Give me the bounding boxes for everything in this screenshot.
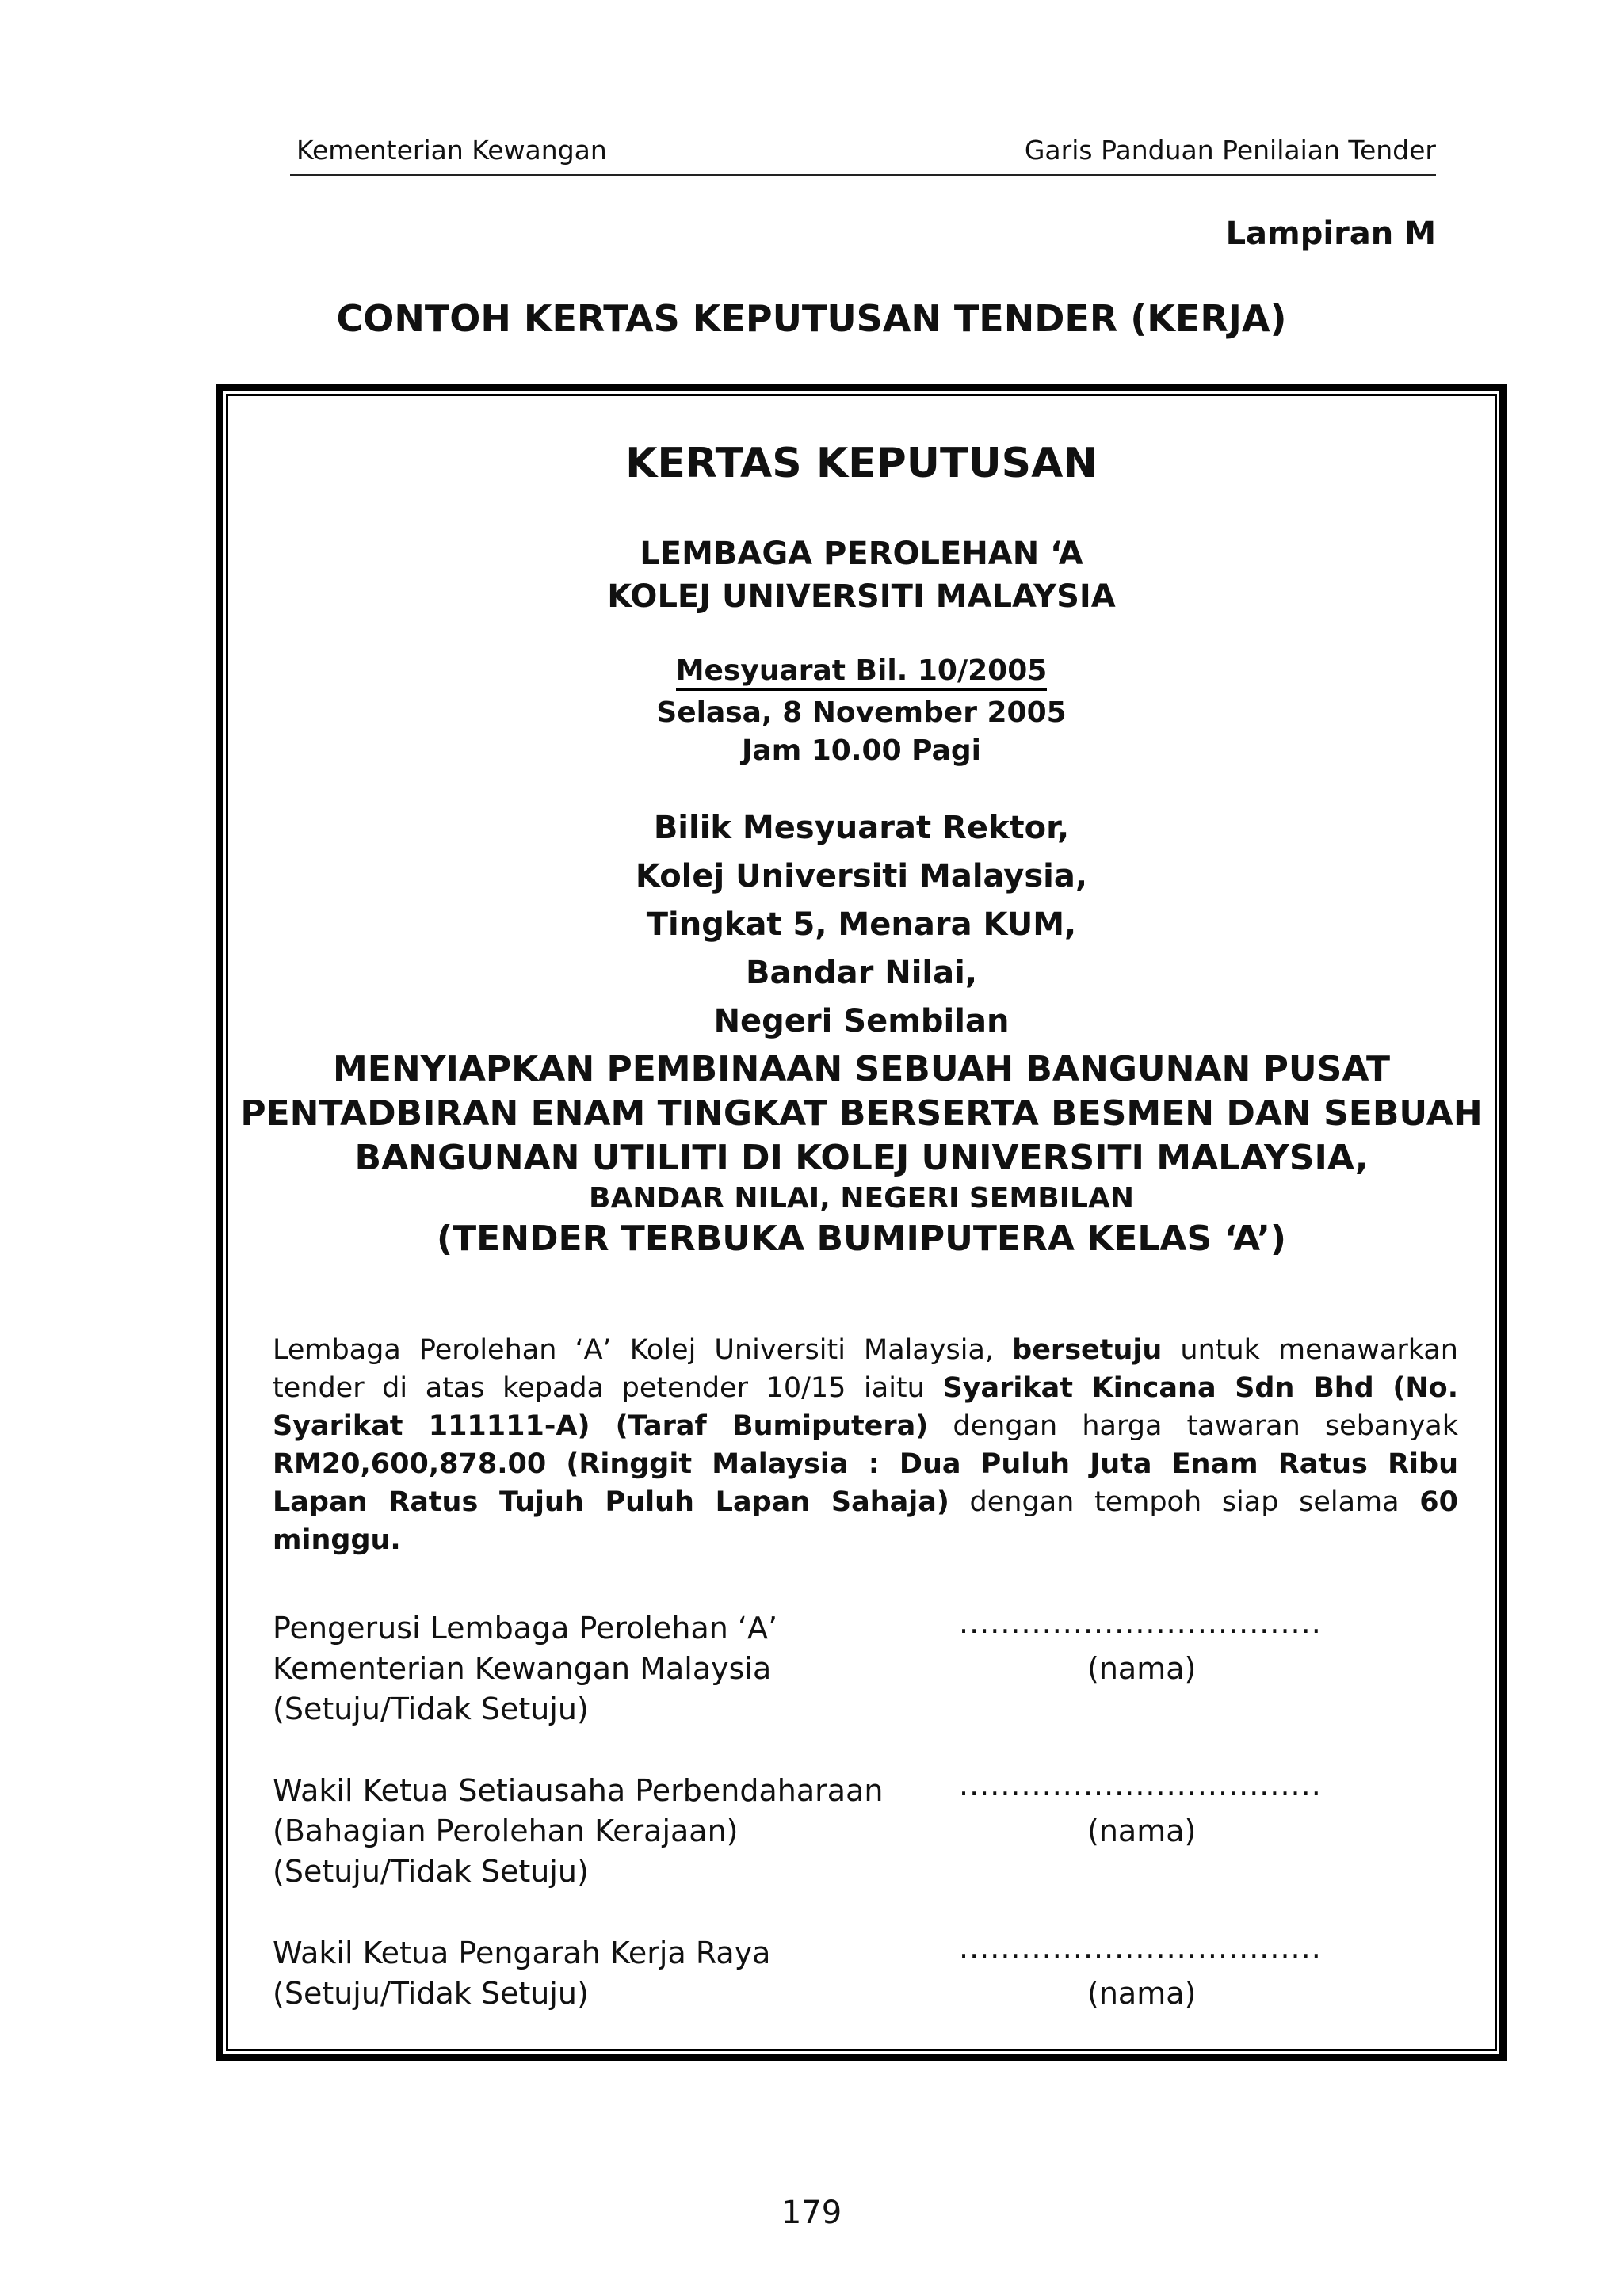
signatory-line: Kementerian Kewangan Malaysia (273, 1651, 772, 1686)
venue-line: Bandar Nilai, (745, 955, 978, 991)
meeting-details (238, 652, 1485, 770)
signature-name-label: (nama) (1087, 1651, 1197, 1686)
paragraph-bold-text: bersetuju (1012, 1334, 1163, 1366)
decision-paper-title: KERTAS KEPUTUSAN (625, 440, 1098, 487)
signatory-line: Pengerusi Lembaga Perolehan ‘A’ (273, 1611, 778, 1646)
paragraph-text: untuk menawarkan tender di atas kepada petender 10/15 iaitu (273, 1334, 1458, 1404)
signature-dotted-line: ................................... (959, 1768, 1322, 1802)
signatory-line: (Setuju/Tidak Setuju) (273, 1691, 589, 1726)
project-title-line: (TENDER TERBUKA BUMIPUTERA KELAS ‘A’) (437, 1219, 1286, 1259)
signature-dotted-line: ................................... (959, 1930, 1322, 1965)
venue-line: Negeri Sembilan (713, 1003, 1010, 1039)
paragraph-bold-text: 60 minggu. (273, 1486, 1458, 1556)
paragraph-bold-text: RM20,600,878.00 (Ringgit Malaysia : Dua Puluh Juta Enam Ratus Ribu Lapan Ratus Tujuh Puluh Lapan Sahaja) (273, 1448, 1458, 1518)
signatory-line: (Setuju/Tidak Setuju) (273, 1854, 589, 1889)
paragraph-text: dengan harga tawaran sebanyak (928, 1410, 1458, 1442)
meeting-time: Jam 10.00 Pagi (742, 734, 981, 767)
document-title: CONTOH KERTAS KEPUTUSAN TENDER (KERJA) (336, 297, 1287, 340)
project-title-line: BANGUNAN UTILITI DI KOLEJ UNIVERSITI MALAYSIA, (354, 1138, 1369, 1178)
project-title-line: PENTADBIRAN ENAM TINGKAT BERSERTA BESMEN DAN SEBUAH (240, 1093, 1483, 1134)
signature-name-label: (nama) (1087, 1976, 1197, 2011)
project-title-line: MENYIAPKAN PEMBINAAN SEBUAH BANGUNAN PUSAT (332, 1049, 1390, 1089)
signatory-treasury (273, 1771, 883, 1892)
venue-line: Kolej Universiti Malaysia, (635, 858, 1088, 894)
signatory-chairman (273, 1608, 777, 1730)
decision-paragraph (273, 1331, 1458, 1559)
paragraph-bold-text: Syarikat Kincana Sdn Bhd (No. Syarikat 111111-A) (Taraf Bumiputera) (273, 1372, 1459, 1442)
board-name-line: KOLEJ UNIVERSITI MALAYSIA (607, 578, 1116, 615)
appendix-label: Lampiran M (1225, 215, 1436, 252)
board-name (238, 532, 1485, 618)
page-header-right: Garis Panduan Penilaian Tender (1024, 135, 1436, 166)
signature-dotted-line: ................................... (959, 1605, 1322, 1640)
paragraph-text: Lembaga Perolehan ‘A’ Kolej Universiti Malaysia, (273, 1334, 1013, 1366)
meeting-venue (238, 804, 1485, 1046)
board-name-line: LEMBAGA PEROLEHAN ‘A (640, 536, 1083, 572)
project-title (238, 1047, 1485, 1261)
meeting-date: Selasa, 8 November 2005 (656, 696, 1067, 729)
venue-line: Tingkat 5, Menara KUM, (646, 906, 1077, 943)
page-header-left: Kementerian Kewangan (296, 135, 607, 166)
signatory-line: Wakil Ketua Pengarah Kerja Raya (273, 1936, 771, 1970)
project-title-line: BANDAR NILAI, NEGERI SEMBILAN (589, 1182, 1134, 1215)
meeting-number: Mesyuarat Bil. 10/2005 (676, 655, 1048, 691)
page-number: 179 (781, 2195, 842, 2231)
signatory-public-works (273, 1933, 770, 2014)
venue-line: Bilik Mesyuarat Rektor, (653, 810, 1070, 846)
signatory-line: Wakil Ketua Setiausaha Perbendaharaan (273, 1773, 884, 1808)
paragraph-text: dengan tempoh siap selama (949, 1486, 1420, 1518)
signatory-line: (Bahagian Perolehan Kerajaan) (273, 1814, 739, 1848)
header-divider (290, 174, 1436, 176)
signature-name-label: (nama) (1087, 1814, 1197, 1848)
signatory-line: (Setuju/Tidak Setuju) (273, 1976, 589, 2011)
